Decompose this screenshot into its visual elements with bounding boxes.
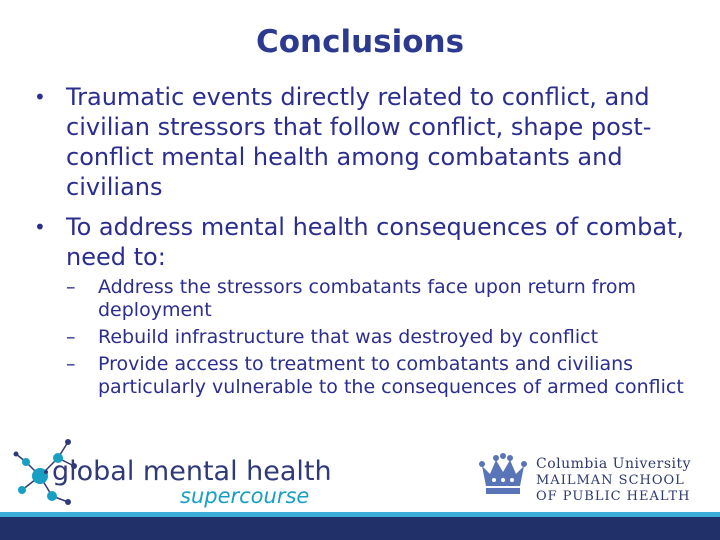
logo-text-global-mental-health: global mental health: [52, 456, 332, 487]
bullet-item: [34, 212, 694, 399]
footer-band-dark: [0, 517, 720, 540]
bullet-text: To address mental health consequences of combat, need to:: [66, 213, 685, 271]
sub-bullet-item: [66, 353, 694, 399]
sub-bullet-item: [66, 276, 694, 322]
bullet-symbol: •: [34, 215, 46, 239]
sub-bullet-text: Provide access to treatment to combatants and civilians particularly vulnerable to the consequences of armed conflict: [98, 353, 684, 398]
sub-bullet-symbol: –: [66, 326, 76, 348]
bullet-symbol: •: [34, 85, 46, 109]
logo-text-columbia-university: Columbia University: [536, 456, 692, 472]
sub-bullet-symbol: –: [66, 353, 76, 375]
bullet-text: Traumatic events directly related to conflict, and civilian stressors that follow conflict, shape post-conflict mental health among combatants and civilians: [66, 83, 652, 201]
logo-text-supercourse: supercourse: [180, 484, 310, 508]
slide-title: Conclusions: [255, 24, 465, 60]
sub-bullet-text: Address the stressors combatants face upon return from deployment: [98, 276, 637, 321]
sub-bullet-list: [66, 276, 694, 399]
bullet-item: [34, 82, 694, 202]
sub-bullet-text: Rebuild infrastructure that was destroyed by conflict: [98, 326, 599, 348]
crown-icon: [478, 452, 528, 496]
logo-text-public-health: OF PUBLIC HEALTH: [536, 489, 691, 504]
sub-bullet-symbol: –: [66, 276, 76, 298]
slide-content: [34, 82, 694, 409]
sub-bullet-item: [66, 326, 694, 349]
logo-text-mailman-school: MAILMAN SCHOOL: [536, 473, 685, 488]
